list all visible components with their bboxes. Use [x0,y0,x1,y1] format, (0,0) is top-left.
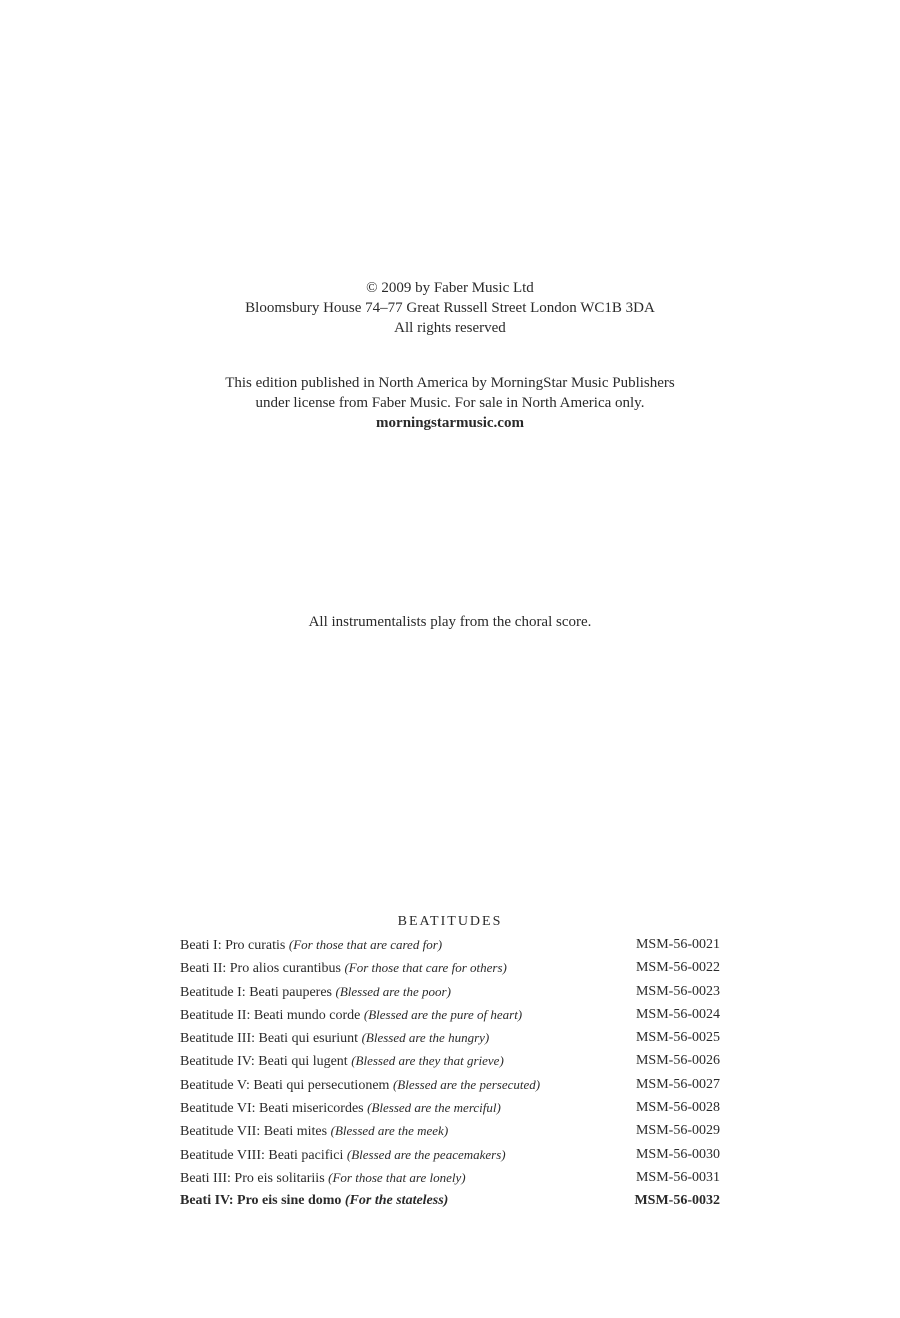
catalog-code: MSM-56-0021 [635,937,720,952]
work-title: Beatitude VIII: Beati pacifici [180,1147,347,1163]
catalog-item [180,956,720,979]
catalog-code: MSM-56-0022 [635,960,720,976]
catalog-list [180,933,720,1213]
work-translation: (Blessed are the merciful) [367,1100,501,1116]
work-translation: (Blessed are the persecuted) [392,1076,541,1092]
work-translation: (Blessed are the pure of heart) [363,1006,523,1022]
work-translation: (For those that are cared for) [288,937,443,952]
edition-line-2: under license from Faber Music. For sale in North America only. [255,395,645,411]
work-title: Beatitude VII: Beati mites [180,1124,331,1140]
work-title: Beati II: Pro alios curantibus [180,961,345,977]
catalog-item [180,1119,720,1142]
work-translation: (For those that care for others) [344,960,507,976]
catalog-item-current [180,1189,720,1212]
catalog-code: MSM-56-0032 [634,1193,720,1209]
performance-note: All instrumentalists play from the choral score. [308,614,592,630]
catalog-item [180,1073,720,1096]
work-title: Beatitude III: Beati qui esuriunt [180,1031,362,1047]
work-title: Beatitude II: Beati mundo corde [180,1007,364,1023]
work-title: Beati I: Pro curatis [180,938,289,953]
work-translation: (Blessed are the hungry) [361,1030,490,1046]
work-translation: (Blessed are they that grieve) [351,1053,504,1069]
work-translation: (For the stateless) [344,1193,449,1209]
edition-notice [0,373,900,433]
work-translation: (Blessed are the poor) [335,983,451,999]
work-translation: (Blessed are the meek) [330,1123,449,1139]
catalog-item [180,1166,720,1189]
catalog-code: MSM-56-0029 [635,1123,720,1139]
catalog-code: MSM-56-0023 [635,983,720,999]
catalog-item [180,933,720,956]
catalog-item [180,980,720,1003]
publisher-website: morningstarmusic.com [376,415,524,431]
edition-line-1: This edition published in North America by MorningStar Music Publishers [225,375,675,391]
work-title: Beati IV: Pro eis sine domo [180,1193,345,1209]
catalog-code: MSM-56-0030 [635,1146,720,1162]
catalog-code: MSM-56-0025 [635,1030,720,1046]
work-title: Beatitude V: Beati qui persecutionem [180,1077,393,1093]
work-title: Beatitude I: Beati pauperes [180,984,336,1000]
catalog-code: MSM-56-0027 [635,1076,720,1092]
series-title: BEATITUDES [397,914,503,929]
catalog-item [180,1143,720,1166]
copyright-line: © 2009 by Faber Music Ltd [366,280,534,296]
work-title: Beati III: Pro eis solitariis [180,1170,329,1186]
catalog-item [180,1003,720,1026]
work-title: Beatitude VI: Beati misericordes [180,1101,368,1117]
catalog-code: MSM-56-0026 [635,1053,720,1069]
catalog-code: MSM-56-0024 [635,1006,720,1022]
copyright-notice [0,278,900,338]
catalog-item [180,1096,720,1119]
catalog-item [180,1026,720,1049]
work-translation: (For those that are lonely) [328,1169,466,1185]
catalog-code: MSM-56-0028 [635,1100,720,1116]
catalog-code: MSM-56-0031 [635,1169,720,1185]
catalog-item [180,1049,720,1072]
work-title: Beatitude IV: Beati qui lugent [180,1054,352,1070]
work-translation: (Blessed are the peacemakers) [346,1146,506,1162]
publisher-address: Bloomsbury House 74–77 Great Russell Street London WC1B 3DA [245,300,655,316]
rights-reserved: All rights reserved [394,320,506,336]
